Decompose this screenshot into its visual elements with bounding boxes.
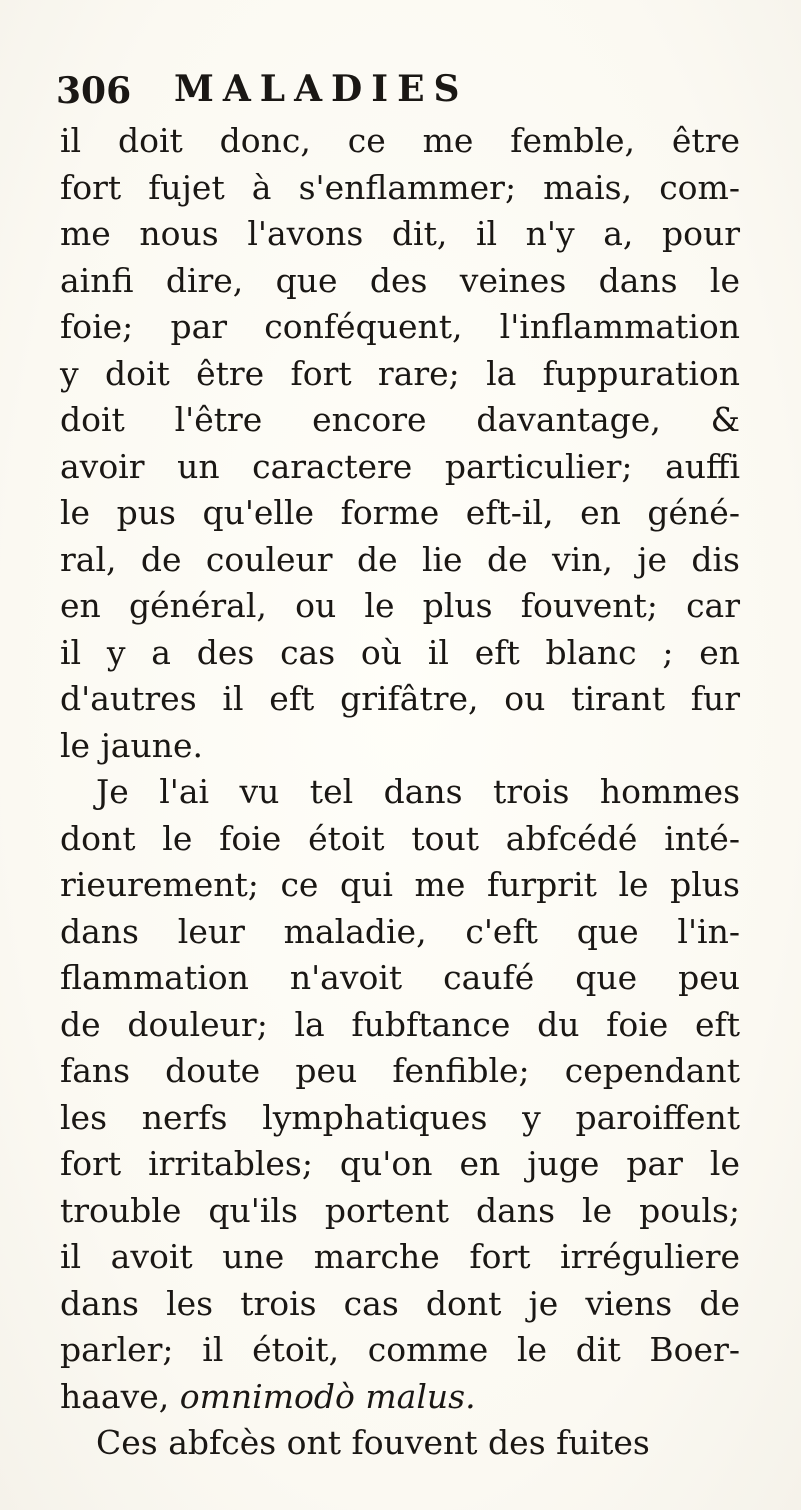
running-head: MALADIES (174, 68, 469, 110)
text-line: ainfi dire, que des veines dans le (60, 260, 740, 300)
text-line: fort fujet à s'enflammer; mais, com- (60, 167, 740, 207)
text-line: il doit donc, ce me femble, être (60, 121, 740, 160)
body-text (60, 118, 740, 1467)
paragraph-start-line: Ces abfcès ont fouvent des fuites (96, 1423, 650, 1462)
paragraph-start-line: Je l'ai vu tel dans trois hommes (96, 772, 740, 811)
text-line: y doit être fort rare; la fuppuration (60, 353, 740, 393)
text-line: il avoit une marche fort irréguliere (60, 1237, 740, 1276)
text-line: ral, de couleur de lie de vin, je dis (60, 539, 740, 579)
text-line: les nerfs lymphatiques y paroiffent (60, 1097, 740, 1137)
page-number: 306 (56, 70, 132, 112)
text-line: en général, ou le plus fouvent; car (60, 586, 740, 625)
text-line: me nous l'avons dit, il n'y a, pour (60, 214, 740, 253)
latin-quote: omnimodò malus. (179, 1376, 476, 1416)
text-line: de douleur; la fubftance du foie eft (60, 1004, 740, 1044)
text-line: parler; il étoit, comme le dit Boer- (60, 1330, 740, 1369)
text-line: fort irritables; qu'on en juge par le (60, 1144, 740, 1183)
text-line: rieurement; ce qui me furprit le plus (60, 865, 740, 904)
text-line: avoir un caractere particulier; auffi (60, 446, 740, 486)
text-line: fans doute peu fenfible; cependant (60, 1051, 740, 1090)
text-line: foie; par conféquent, l'inflammation (60, 307, 740, 346)
text-line: le pus qu'elle forme eft-il, en géné- (60, 493, 740, 532)
line-prefix: haave, (60, 1376, 180, 1416)
text-line: doit l'être encore davantage, & (60, 400, 740, 439)
page-header (56, 68, 716, 118)
text-line-with-latin-quote (60, 1374, 740, 1421)
text-line: dans leur maladie, c'eft que l'in- (60, 911, 740, 951)
text-line: dans les trois cas dont je viens de (60, 1283, 740, 1323)
text-line: trouble qu'ils portent dans le pouls; (60, 1190, 740, 1230)
text-line: dont le foie étoit tout abfcédé inté- (60, 818, 740, 858)
text-line: il y a des cas où il eft blanc ; en (60, 632, 740, 672)
text-line: le jaune. (60, 725, 204, 765)
text-line: d'autres il eft grifâtre, ou tirant fur (60, 679, 740, 718)
text-line: flammation n'avoit caufé que peu (60, 958, 740, 997)
